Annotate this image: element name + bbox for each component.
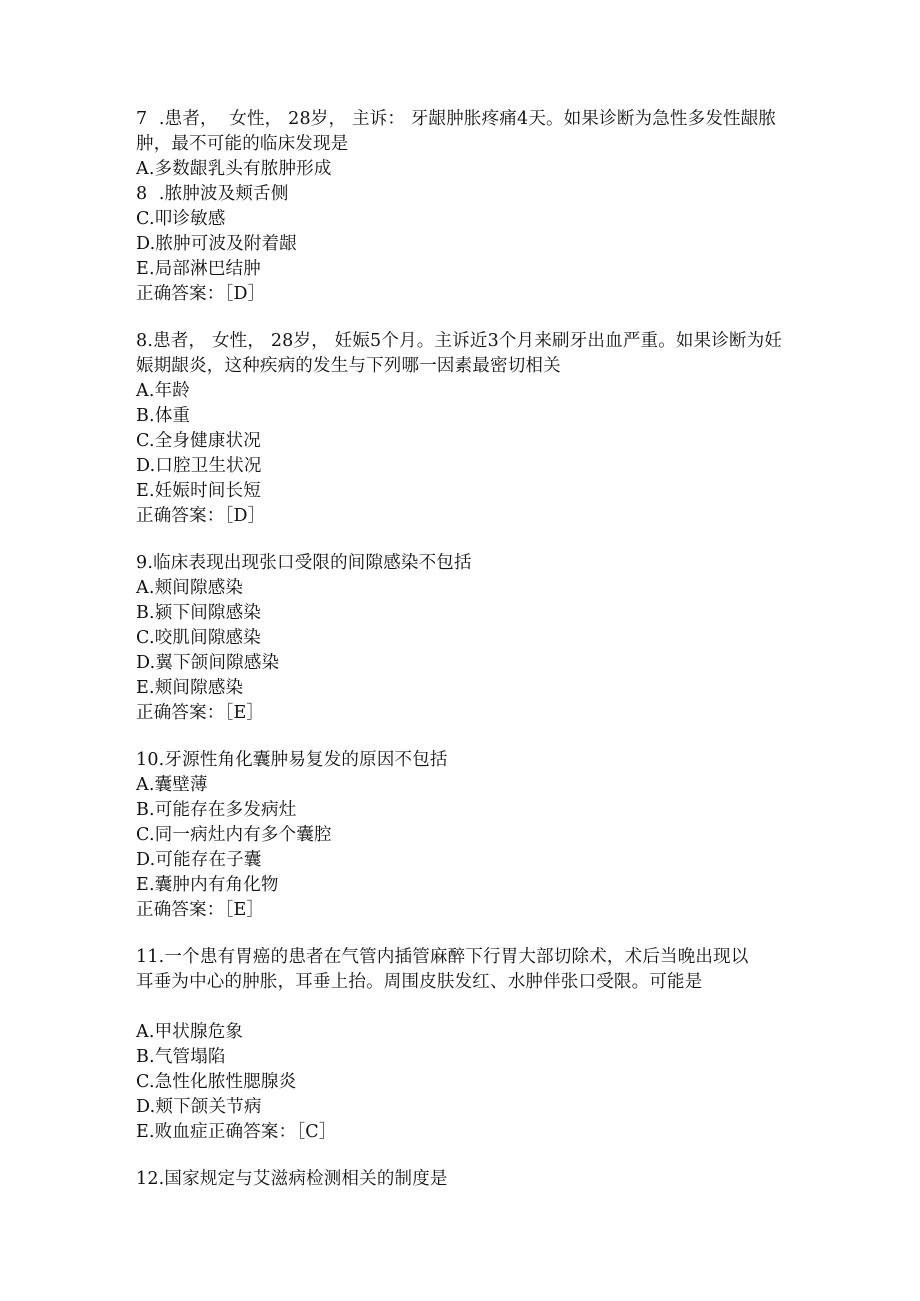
blank-line <box>136 995 796 1020</box>
option-e: E.局部淋巴结肿 <box>136 259 261 279</box>
question-stem-line: 耳垂为中心的肿胀，耳垂上抬。周围皮肤发红、水肿伴张口受限。可能是 <box>136 972 703 992</box>
option-d: D.脓肿可波及附着龈 <box>136 234 297 254</box>
option-a: A.甲状腺危象 <box>136 1022 244 1042</box>
option-b: B.体重 <box>136 406 191 426</box>
question-stem-line: 12.国家规定与艾滋病检测相关的制度是 <box>136 1169 448 1189</box>
option-e: E.囊肿内有角化物 <box>136 875 279 895</box>
option-d: D.翼下颌间隙感染 <box>136 653 280 673</box>
question-stem-line: 肿，最不可能的临床发现是 <box>136 134 349 154</box>
question-stem-line: 8.患者， 女性， 28岁， 妊娠5个月。主诉近3个月来刷牙出血严重。如果诊断为妊 <box>136 331 783 351</box>
document-page <box>136 107 796 1192</box>
question-stem-line: 7 .患者， 女性， 28岁， 主诉： 牙龈肿胀疼痛4天。如果诊断为急性多发性龈脓 <box>136 109 777 129</box>
option-e: E.颊间隙感染 <box>136 678 244 698</box>
option-b: 8 .脓肿波及颊舌侧 <box>136 184 289 204</box>
question-7 <box>136 107 796 307</box>
correct-answer: 正确答案：［E］ <box>136 703 265 723</box>
option-a: A.颊间隙感染 <box>136 578 244 598</box>
option-d: D.口腔卫生状况 <box>136 456 262 476</box>
option-a: A.囊壁薄 <box>136 775 208 795</box>
question-10 <box>136 748 796 923</box>
option-b: B.可能存在多发病灶 <box>136 800 297 820</box>
question-stem-line: 9.临床表现出现张口受限的间隙感染不包括 <box>136 553 472 573</box>
option-c: C.叩诊敏感 <box>136 209 226 229</box>
question-stem-line: 11.一个患有胃癌的患者在气管内插管麻醉下行胃大部切除术，术后当晚出现以 <box>136 947 749 967</box>
option-b: B.颍下间隙感染 <box>136 603 262 623</box>
option-d: D.可能存在子囊 <box>136 850 262 870</box>
correct-answer: 正确答案：［E］ <box>136 900 265 920</box>
option-a: A.多数龈乳头有脓肿形成 <box>136 159 332 179</box>
option-b: B.气管塌陷 <box>136 1047 226 1067</box>
question-11 <box>136 945 796 1145</box>
question-9 <box>136 551 796 726</box>
option-e: E.妊娠时间长短 <box>136 481 261 501</box>
correct-answer: 正确答案：［D］ <box>136 284 266 304</box>
option-c: C.咬肌间隙感染 <box>136 628 261 648</box>
question-stem-line: 娠期龈炎，这种疾病的发生与下列哪一因素最密切相关 <box>136 356 561 376</box>
option-c: C.急性化脓性腮腺炎 <box>136 1072 297 1092</box>
correct-answer: 正确答案：［D］ <box>136 506 266 526</box>
option-e-with-answer: E.败血症正确答案：［C］ <box>136 1122 337 1142</box>
option-d: D.颊下颌关节病 <box>136 1097 262 1117</box>
option-c: C.同一病灶内有多个囊腔 <box>136 825 332 845</box>
question-stem-line: 10.牙源性角化囊肿易复发的原因不包括 <box>136 750 448 770</box>
option-a: A.年龄 <box>136 381 191 401</box>
question-8 <box>136 329 796 529</box>
question-12 <box>136 1167 796 1192</box>
option-c: C.全身健康状况 <box>136 431 261 451</box>
